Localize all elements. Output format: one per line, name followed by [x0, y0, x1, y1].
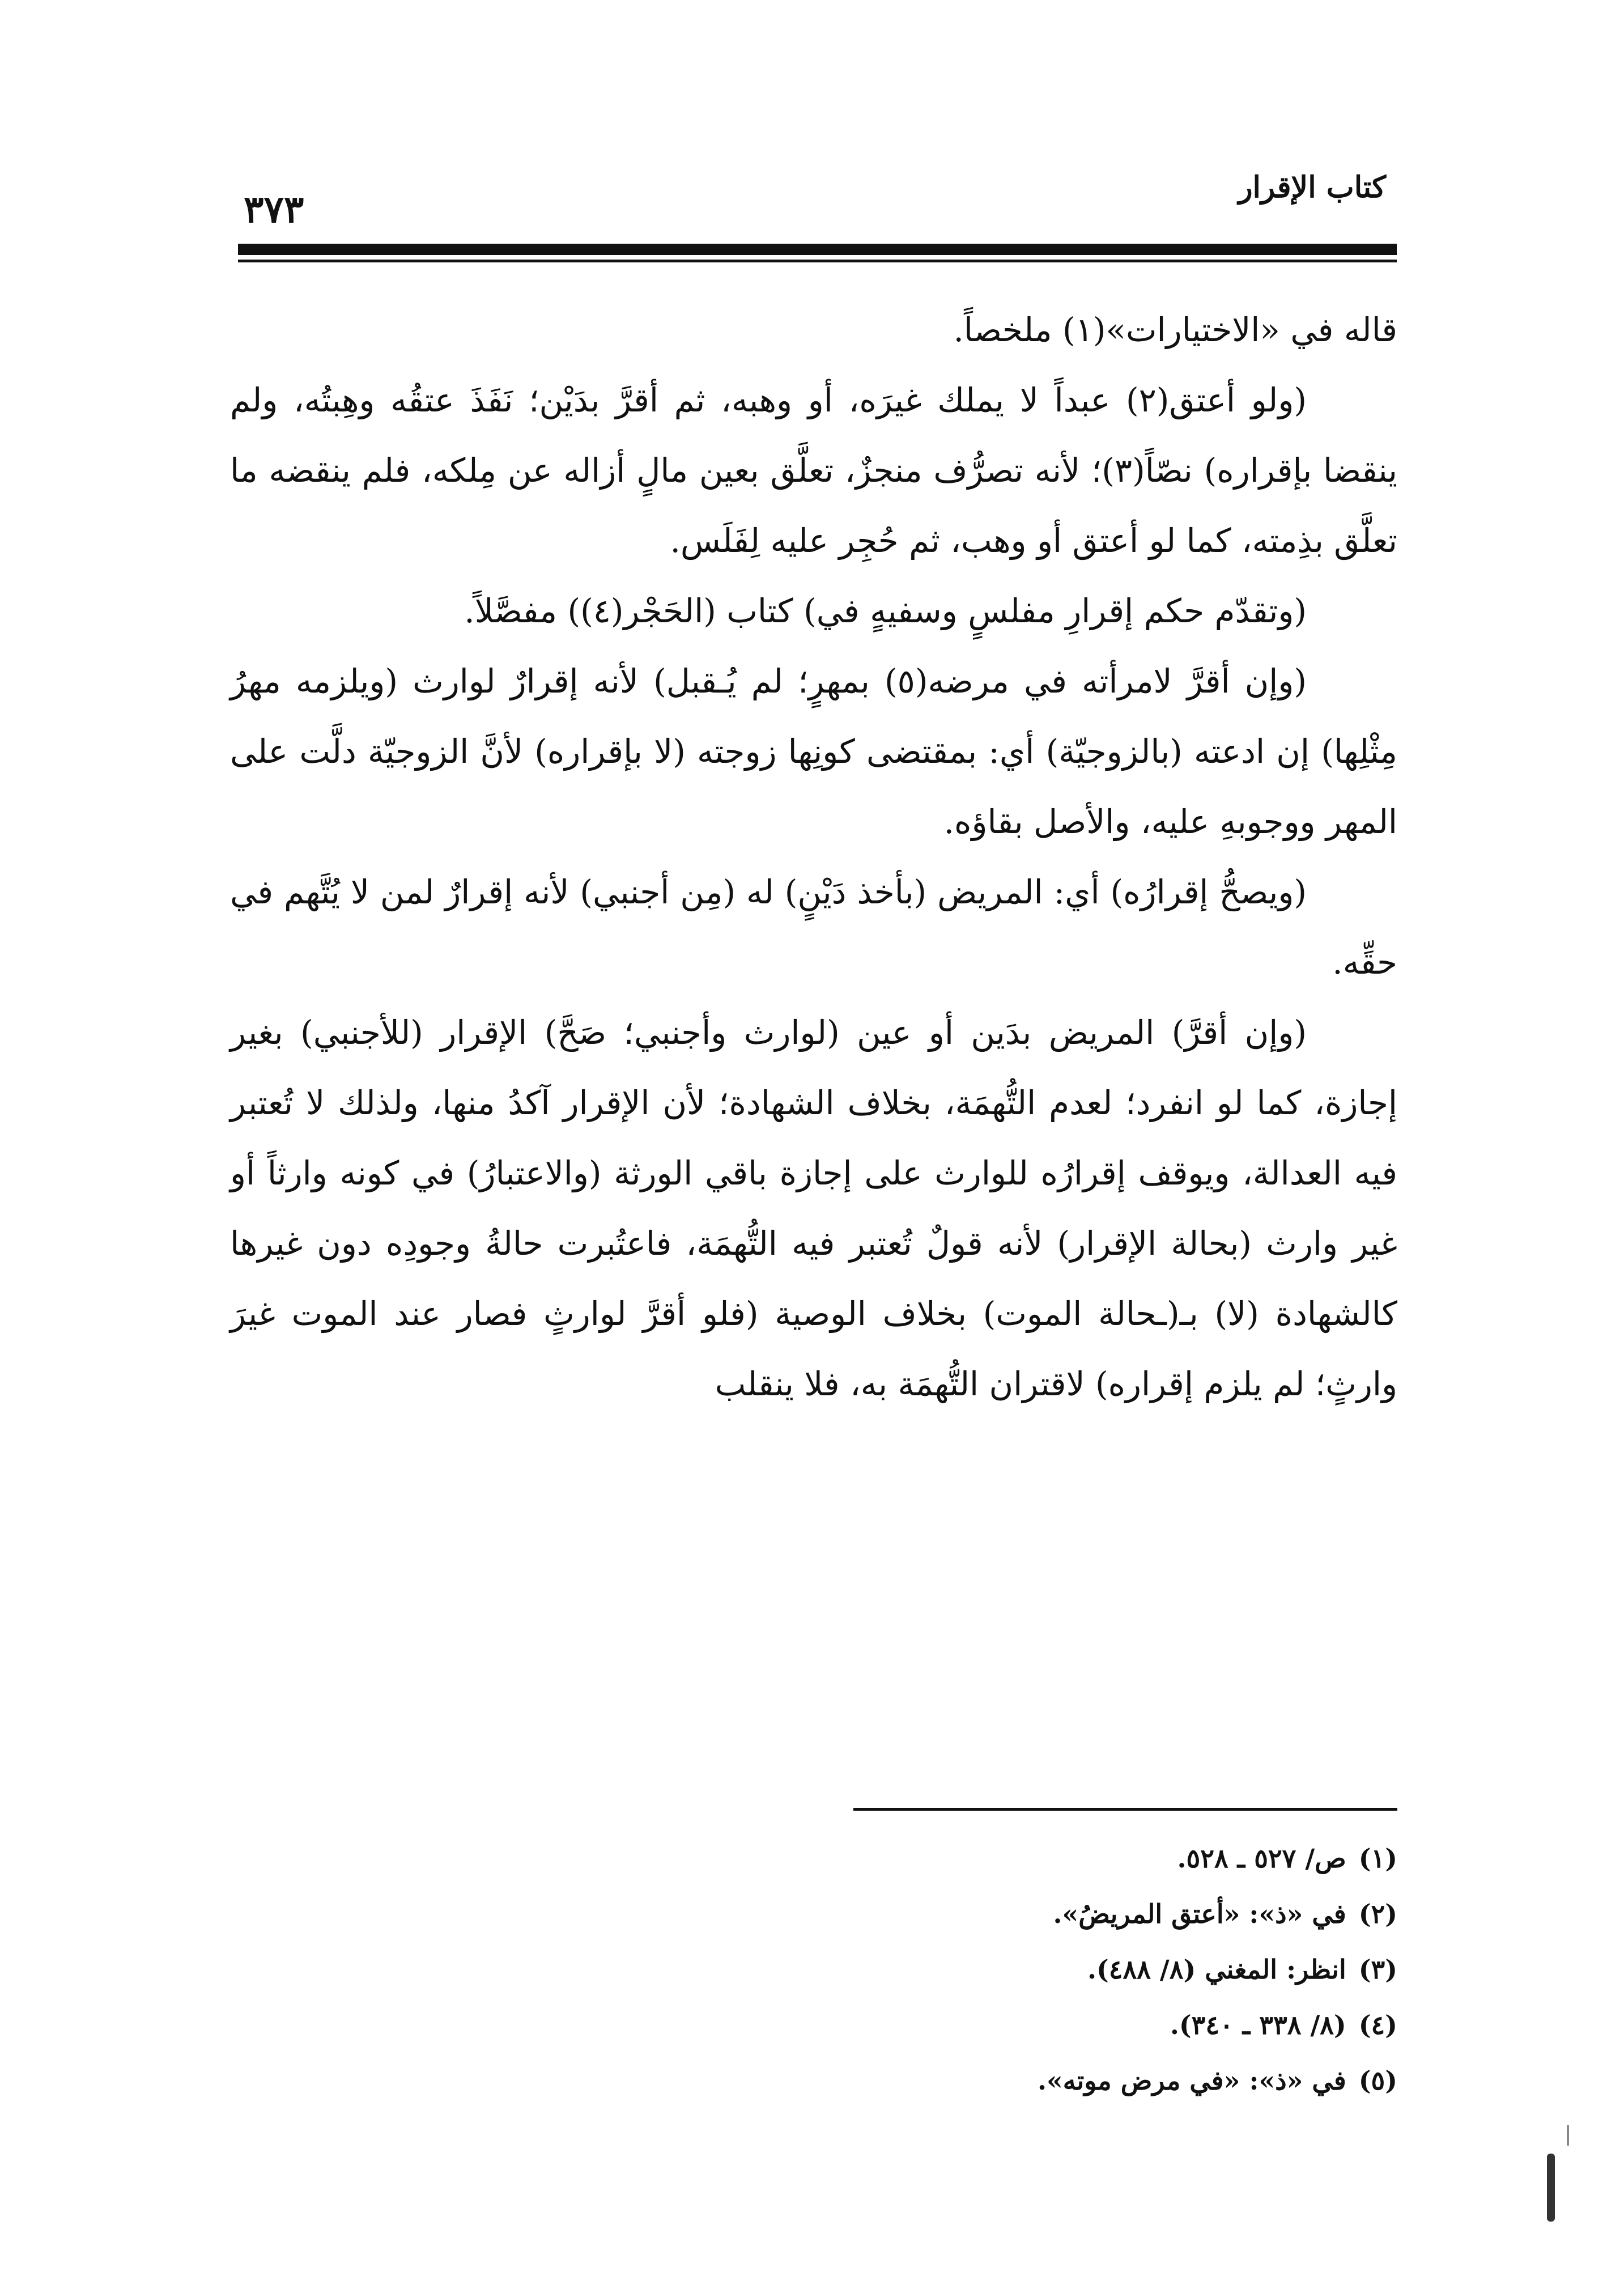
header-rule-thick: [238, 244, 1397, 255]
running-header-title: كتاب الإقرار: [1238, 170, 1386, 205]
scan-margin-mark: [1567, 2125, 1569, 2146]
paragraph: (وإن أقرَّ) المريض بدَين أو عين (لوارث وأجنبي؛ صَحَّ) الإقرار (للأجنبي) بغير إجازة، كما لو انفرد؛ لعدم التُّهمَة، بخلاف الشهادة؛ لأن الإقرار آكدُ منها، ولذلك لا تُعتبر فيه العدالة، ويوقف إقرارُه للوارث على إجازة باقي الورثة (والاعتبارُ) في كونه وارثاً أو غير وارث (بحالة الإقرار) لأنه قولٌ تُعتبر فيه التُّهمَة، فاعتُبرت حالةُ وجودِه دون غيرها كالشهادة (لا) بـ(ـحالة الموت) بخلاف الوصية (فلو أقرَّ لوارثٍ فصار عند الموت غيرَ وارثٍ؛ لم يلزم إقراره) لاقتران التُّهمَة به، فلا ينقلب: [230, 1013, 1398, 1403]
footnote: [547, 1886, 1397, 1942]
main-text: [230, 295, 1397, 1419]
footnote-text: في «ذ»: «أعتق المريضُ».: [1053, 1899, 1346, 1929]
paragraph: (وإن أقرَّ لامرأته في مرضه(٥) بمهرٍ؛ لم يُـقبل) لأنه إقرارٌ لوارث (ويلزمه مهرُ مِثْلِها) إن ادعته (بالزوجيّة) أي: بمقتضى كونِها زوجته (لا بإقراره) لأنَّ الزوجيّة دلَّت على المهر ووجوبهِ عليه، والأصل بقاؤه.: [230, 662, 1397, 841]
footnote: [547, 2053, 1397, 2108]
footnote-text: ص/ ٥٢٧ ـ ٥٢٨.: [1177, 1843, 1346, 1874]
footnote-label: (٤): [1358, 2010, 1397, 2040]
footnote-separator: [853, 1808, 1397, 1811]
footnote-text: (٨/ ٣٣٨ ـ ٣٤٠).: [1170, 2010, 1346, 2040]
footnote-label: (٢): [1358, 1899, 1397, 1929]
footnotes: [547, 1831, 1397, 2108]
scan-edge-mark: [1547, 2154, 1555, 2222]
footnote-label: (٣): [1358, 1954, 1397, 1985]
page-number: ٣٧٣: [244, 187, 304, 231]
paragraph: قاله في «الاختيارات»(١) ملخصاً.: [953, 311, 1397, 349]
footnote: [547, 1831, 1397, 1886]
footnote: [547, 1942, 1397, 1997]
footnote: [547, 1997, 1397, 2053]
paragraph: (ويصحُّ إقرارُه) أي: المريض (بأخذ دَيْنٍ) له (مِن أجنبي) لأنه إقرارٌ لمن لا يُتَّهم في حقِّه.: [230, 873, 1397, 982]
paragraph: (ولو أعتق(٢) عبداً لا يملك غيرَه، أو وهبه، ثم أقرَّ بدَيْن؛ نَفَذَ عتقُه وهِبتُه، ولم ينقضا بإقراره) نصّاً(٣)؛ لأنه تصرُّف منجزٌ، تعلَّق بعين مالٍ أزاله عن مِلكه، فلم ينقضه ما تعلَّق بذِمته، كما لو أعتق أو وهب، ثم حُجِر عليه لِفَلَس.: [230, 381, 1397, 560]
paragraph: (وتقدّم حكم إقرارِ مفلسٍ وسفيهٍ في) كتاب (الحَجْر(٤)) مفصَّلاً.: [464, 592, 1307, 630]
footnote-label: (٥): [1358, 2065, 1397, 2096]
footnote-text: انظر: المغني (٨/ ٤٨٨).: [1087, 1954, 1346, 1985]
footnote-text: في «ذ»: «في مرض موته».: [1038, 2065, 1346, 2096]
footnote-label: (١): [1358, 1843, 1397, 1874]
header-rule-thin: [238, 260, 1397, 262]
